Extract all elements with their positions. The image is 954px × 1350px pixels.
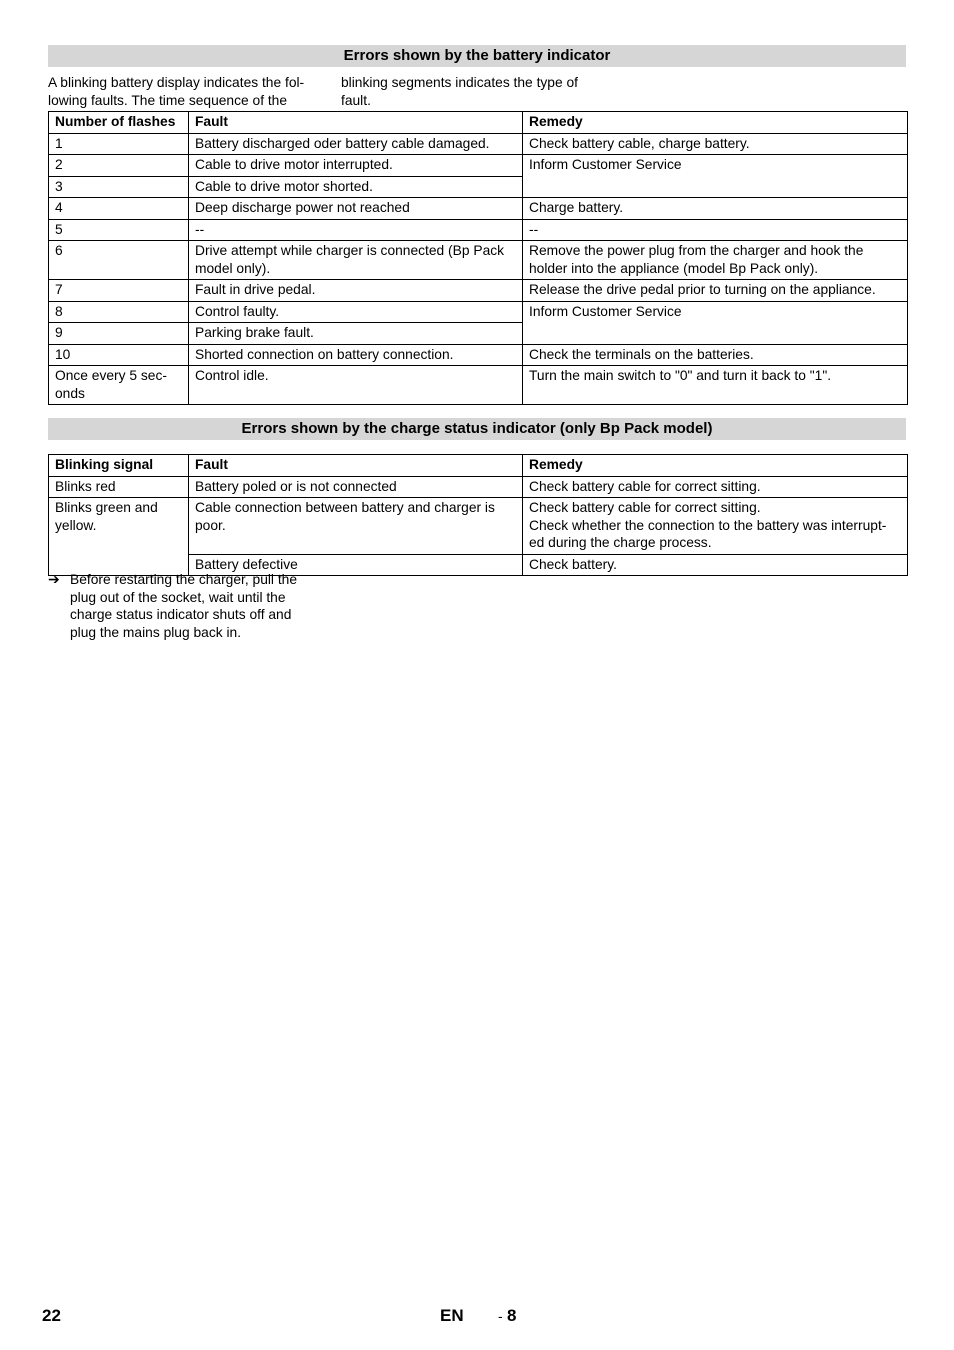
cell-fault: Drive attempt while charger is connected (Bp Pack model only). bbox=[189, 241, 523, 280]
cell-remedy: Remove the power plug from the charger and hook the holder into the appliance (model Bp Pack only). bbox=[523, 241, 908, 280]
table-row bbox=[49, 241, 908, 280]
header-number-of-flashes: Number of flashes bbox=[49, 112, 189, 134]
table-row bbox=[49, 280, 908, 302]
cell-signal: Blinks red bbox=[49, 476, 189, 498]
section-page-number: 8 bbox=[507, 1306, 517, 1325]
cell-remedy: Inform Customer Service bbox=[523, 301, 908, 344]
cell-flashes: 2 bbox=[49, 155, 189, 177]
page-number: 22 bbox=[42, 1306, 61, 1325]
cell-remedy: Check battery cable for correct sitting. Check whether the connection to the battery was interrupt- ed during the charge process. bbox=[523, 498, 908, 555]
cell-flashes: 6 bbox=[49, 241, 189, 280]
language-code: EN bbox=[440, 1306, 464, 1325]
cell-fault: Cable to drive motor interrupted. bbox=[189, 155, 523, 177]
cell-flashes: 4 bbox=[49, 198, 189, 220]
section-title-charge-status-indicator: Errors shown by the charge status indicator (only Bp Pack model) bbox=[48, 418, 906, 440]
table-row bbox=[49, 498, 908, 555]
table-row bbox=[49, 301, 908, 323]
arrow-right-icon: ➔ bbox=[48, 572, 60, 587]
section-title-battery-indicator: Errors shown by the battery indicator bbox=[48, 45, 906, 67]
cell-fault: Cable to drive motor shorted. bbox=[189, 176, 523, 198]
cell-fault: Parking brake fault. bbox=[189, 323, 523, 345]
cell-flashes: 9 bbox=[49, 323, 189, 345]
cell-remedy: Turn the main switch to "0" and turn it back to "1". bbox=[523, 366, 908, 405]
header-remedy: Remedy bbox=[523, 112, 908, 134]
intro-text-left: A blinking battery display indicates the fol- lowing faults. The time sequence of the bbox=[48, 75, 305, 108]
cell-fault: Cable connection between battery and charger is poor. bbox=[189, 498, 523, 555]
table-header-row bbox=[49, 112, 908, 134]
cell-remedy: Release the drive pedal prior to turning on the appliance. bbox=[523, 280, 908, 302]
table-row bbox=[49, 219, 908, 241]
header-blinking-signal: Blinking signal bbox=[49, 455, 189, 477]
cell-fault: Control idle. bbox=[189, 366, 523, 405]
table-row bbox=[49, 155, 908, 177]
table-header-row bbox=[49, 455, 908, 477]
cell-fault: Battery discharged oder battery cable damaged. bbox=[189, 133, 523, 155]
cell-flashes: 5 bbox=[49, 219, 189, 241]
table-row bbox=[49, 198, 908, 220]
header-fault: Fault bbox=[189, 455, 523, 477]
header-fault: Fault bbox=[189, 112, 523, 134]
cell-remedy: Check battery cable, charge battery. bbox=[523, 133, 908, 155]
cell-fault: -- bbox=[189, 219, 523, 241]
cell-fault: Control faulty. bbox=[189, 301, 523, 323]
cell-flashes: Once every 5 sec- onds bbox=[49, 366, 189, 405]
header-remedy: Remedy bbox=[523, 455, 908, 477]
cell-remedy: Inform Customer Service bbox=[523, 155, 908, 198]
charge-status-error-table bbox=[48, 454, 908, 576]
intro-text-right: blinking segments indicates the type of fault. bbox=[341, 75, 578, 108]
note-text: Before restarting the charger, pull the plug out of the socket, wait until the charge status indicator shuts off and plug the mains plug back in. bbox=[70, 572, 298, 640]
cell-remedy: Check the terminals on the batteries. bbox=[523, 344, 908, 366]
cell-remedy: Check battery cable for correct sitting. bbox=[523, 476, 908, 498]
battery-error-table bbox=[48, 111, 908, 405]
page-separator: - bbox=[498, 1308, 503, 1324]
table-row bbox=[49, 476, 908, 498]
cell-flashes: 1 bbox=[49, 133, 189, 155]
restart-note bbox=[48, 571, 338, 641]
cell-fault: Battery defective bbox=[189, 554, 523, 576]
cell-remedy: Check battery. bbox=[523, 554, 908, 576]
cell-fault: Deep discharge power not reached bbox=[189, 198, 523, 220]
cell-flashes: 3 bbox=[49, 176, 189, 198]
cell-fault: Shorted connection on battery connection. bbox=[189, 344, 523, 366]
cell-remedy: -- bbox=[523, 219, 908, 241]
cell-flashes: 10 bbox=[49, 344, 189, 366]
cell-flashes: 7 bbox=[49, 280, 189, 302]
cell-fault: Fault in drive pedal. bbox=[189, 280, 523, 302]
cell-signal: Blinks green and yellow. bbox=[49, 498, 189, 576]
cell-remedy: Charge battery. bbox=[523, 198, 908, 220]
table-row bbox=[49, 133, 908, 155]
table-row bbox=[49, 366, 908, 405]
cell-flashes: 8 bbox=[49, 301, 189, 323]
cell-fault: Battery poled or is not connected bbox=[189, 476, 523, 498]
table-row bbox=[49, 344, 908, 366]
